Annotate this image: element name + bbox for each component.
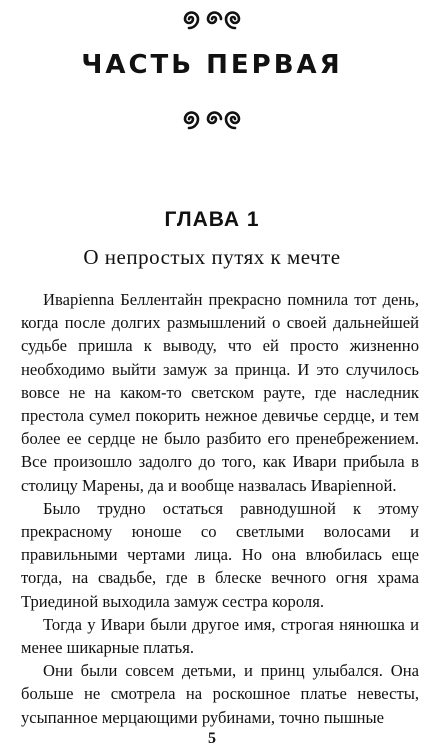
paragraph: Они были совсем детьми, и принц улыбался. Она больше не смотрела на роскошное платье невесты, усыпанное мерцающими рубинами, точно пышные (21, 661, 419, 727)
page-number: 5 (208, 730, 216, 747)
chapter-label: ГЛАВА 1 (164, 208, 260, 231)
part-title: ЧАСТЬ ПЕРВАЯ (81, 50, 343, 80)
spiral-ornament-icon (177, 104, 247, 134)
chapter-title: О непростых путях к мечте (83, 245, 341, 269)
body-text (21, 288, 419, 729)
paragraph: Иварienna Беллентайн прекрасно помнила тот день, когда после долгих размышлений о своей дальнейшей судьбе пришла к выводу, что ей просто жизненно необходимо выйти замуж за принца. И это случилось вовсе не на каком-то светском рауте, где наследник престола сумел покорить нежное девичье сердце, и тем более ее сердце не было разбито его пренебрежением. Все произошло задолго до того, как Ивари прибыла в столицу Марены, да и вообще назвалась Иварienной. (21, 290, 419, 495)
paragraph: Тогда у Ивари были другое имя, строгая нянюшка и менее шикарные платья. (21, 614, 419, 658)
paragraph: Было трудно остаться равнодушной к этому прекрасному юноше со светлыми волосами и правильными чертами лица. Но она влюбилась еще тогда, на свадьбе, где в блеске вечного огня храма Триединой выходила замуж сестра короля. (21, 498, 419, 611)
spiral-ornament-icon (177, 4, 247, 34)
